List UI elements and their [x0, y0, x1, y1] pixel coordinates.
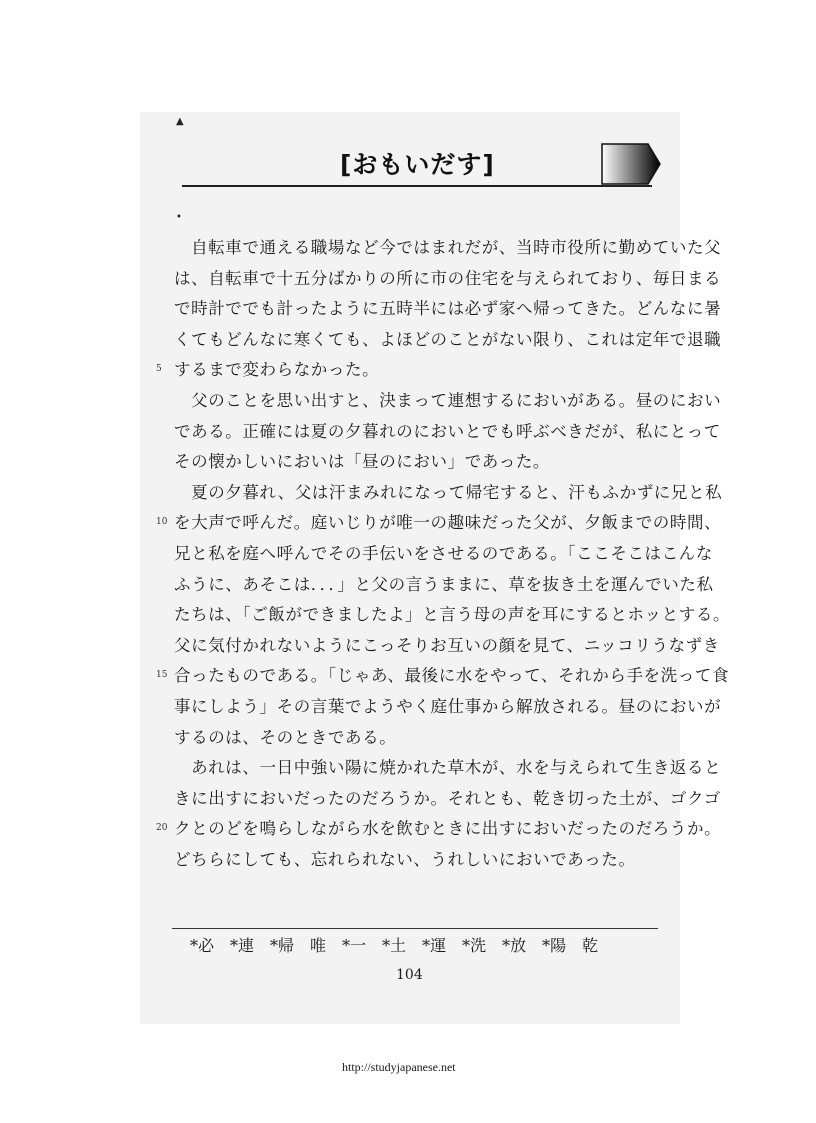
body-line: ふうに、あそこは．．．」と父の言うままに、草を抜き土を運んでいた私	[174, 574, 714, 594]
decorative-mark: ▲	[176, 116, 184, 127]
kanji-item: *連	[230, 936, 255, 955]
body-line: あれは、一日中強い陽に焼かれた草木が、水を与えられて生き返ると	[174, 758, 722, 778]
body-line: 自転車で通える職場など今ではまれだが、当時市役所に勤めていた父	[174, 238, 722, 257]
line-number: 15	[156, 670, 168, 681]
line-number: 5	[156, 364, 162, 375]
body-line: 合ったものである。「じゃあ、最後に水をやって、それから手を洗って食	[174, 666, 730, 686]
body-line: 父に気付かれないようにこっそりお互いの顔を見て、ニッコリうなずき	[174, 635, 720, 655]
decorative-mark: •	[176, 212, 182, 223]
body-line: くてもどんなに寒くても、よほどのことがない限り、これは定年で退職	[174, 329, 722, 349]
footer-rule	[172, 928, 658, 929]
kanji-item: *土	[382, 936, 407, 955]
arrow-icon	[600, 140, 662, 188]
line-number: 10	[156, 517, 168, 528]
kanji-item: *帰	[270, 936, 295, 955]
body-line: 兄と私を庭へ呼んでその手伝いをさせるのである。「ここそこはこんな	[174, 544, 713, 563]
kanji-item: *一	[342, 936, 367, 955]
body-line: その懐かしいにおいは「昼のにおい」であった。	[174, 452, 551, 472]
line-number: 20	[156, 823, 168, 834]
body-line: たちは、「ご飯ができましたよ」と言う母の声を耳にするとホッとする。	[174, 605, 731, 625]
body-line: 夏の夕暮れ、父は汗まみれになって帰宅すると、汗もふかずに兄と私	[174, 482, 723, 502]
kanji-item: 唯	[310, 936, 327, 955]
kanji-item: *洗	[462, 936, 487, 955]
body-line: するのは、そのときである。	[174, 727, 397, 747]
body-line: 父のことを思い出すと、決まって連想するにおいがある。昼のにおい	[174, 391, 722, 410]
kanji-item: 乾	[582, 936, 599, 955]
page-title: [おもいだす]	[340, 150, 495, 179]
body-line: どちらにしても、忘れられない、うれしいにおいであった。	[174, 850, 636, 869]
body-line: は、自転車で十五分ばかりの所に市の住宅を与えられており、毎日まる	[174, 268, 722, 288]
body-line: するまで変わらなかった。	[174, 360, 380, 380]
body-line: を大声で呼んだ。庭いじりが唯一の趣味だった父が、夕飯までの時間、	[174, 513, 722, 533]
kanji-item: *放	[502, 936, 527, 955]
kanji-item: *運	[422, 936, 447, 955]
kanji-list	[190, 933, 604, 956]
body-line: クとのどを鳴らしながら水を飲むときに出すにおいだったのだろうか。	[174, 819, 722, 839]
title-rule	[182, 185, 652, 187]
body-line: で時計ででも計ったように五時半には必ず家へ帰ってきた。どんなに暑	[174, 299, 722, 319]
body-line: きに出すにおいだったのだろうか。それとも、乾き切った土が、ゴクゴ	[174, 788, 721, 808]
kanji-item: *陽	[542, 936, 567, 955]
body-line: である。正確には夏の夕暮れのにおいとでも呼ぶべきだが、私にとって	[174, 421, 721, 441]
body-line: 事にしよう」その言葉でようやく庭仕事から解放される。昼のにおいが	[174, 697, 722, 716]
kanji-item: *必	[190, 936, 215, 955]
source-url[interactable]: http://studyjapanese.net	[342, 1060, 456, 1074]
page-number: 104	[396, 967, 423, 983]
